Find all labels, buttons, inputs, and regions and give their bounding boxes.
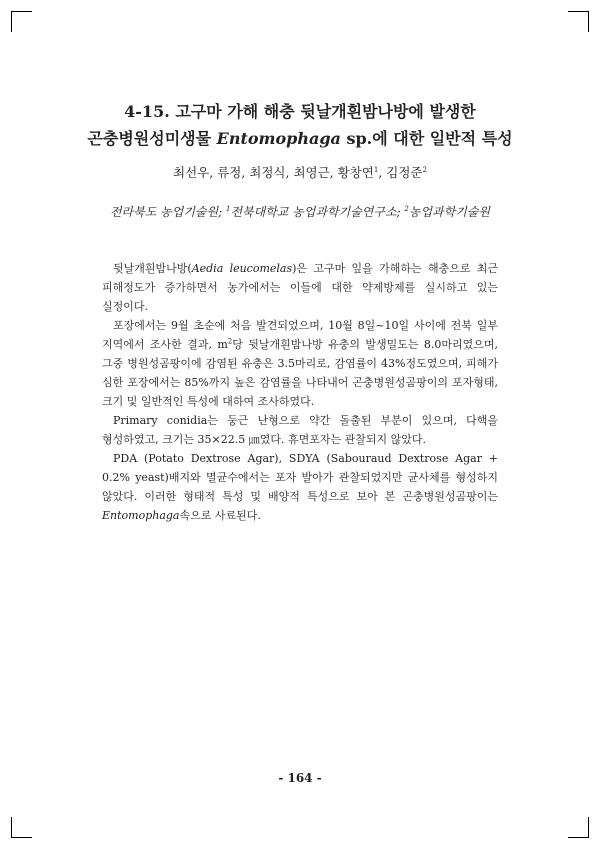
p4-genus: Entomophaga bbox=[102, 509, 180, 522]
paragraph-3: Primary conidia는 둥근 난형으로 약간 돌출된 부분이 있으며, 다핵을 형성하였고, 크기는 35×22.5 ㎛였다. 휴면포자는 관찰되지 않았다. bbox=[102, 414, 498, 446]
affil-part-1: 전라북도 농업기술원; bbox=[109, 205, 226, 219]
title-line-2-prefix: 곤충병원성미생물 bbox=[87, 129, 217, 148]
title-line-2-suffix: sp.에 대한 일반적 특성 bbox=[340, 129, 513, 148]
title-line-2 bbox=[0, 125, 600, 152]
affiliations bbox=[0, 203, 600, 221]
crop-mark-bottom-right bbox=[568, 817, 589, 838]
p2-text-b: 당 뒷날개흰밤나방 유충의 발생밀도는 8.0마리였으며, 그중 병원성곰팡이에 감염된 유충은 3.5마리로, 감염률이 43%정도였으며, 피해가 심한 포장에서는 85%까지 높은 감염률을 나타내어 곤충병원성곰팡이의 포자형태, 크기 및 일반적인 특성에 대하여 조사하였다. bbox=[102, 338, 498, 408]
crop-mark-top-left bbox=[11, 11, 32, 32]
title-line-1: 4-15. 고구마 가해 해충 뒷날개흰밤나방에 발생한 bbox=[124, 102, 476, 121]
p1-text-a: 뒷날개흰밤나방( bbox=[113, 262, 192, 275]
authors-main: 최선우, 류정, 최정식, 최영근, 황창연 bbox=[173, 165, 374, 180]
author-sup-2: 2 bbox=[422, 165, 427, 174]
p1-text-b: )은 고구마 잎을 가해하는 해충으로 최근 피해정도가 증가하면서 농가에서는 이들에 대한 약제방제를 실시하고 있는 실정이다. bbox=[102, 262, 499, 313]
paragraph-1 bbox=[102, 259, 498, 316]
p2-text-a: 포장에서는 9월 초순에 처음 발견되었으며, 10월 8일~10일 사이에 전북 일부 지역에서 조사한 결과, m bbox=[102, 319, 498, 351]
p4-text-b: 속으로 사료된다. bbox=[179, 509, 261, 522]
crop-mark-bottom-left bbox=[11, 817, 32, 838]
page-number: - 164 - bbox=[278, 771, 322, 785]
affil-sup-2: 2 bbox=[404, 205, 409, 213]
paragraph-2 bbox=[102, 316, 498, 411]
affil-part-2: 전북대학교 농업과학기술연구소; bbox=[230, 205, 405, 219]
p4-text-a: PDA (Potato Dextrose Agar), SDYA (Sabouraud Dextrose Agar + 0.2% yeast)배지와 멸균수에서는 포자 발아가 관찰되었지만 균사체를 형성하지 않았다. 이러한 형태적 특성 및 배양적 특성으로 보아 본 곤충병원성곰팡이는 bbox=[102, 452, 498, 503]
title-genus: Entomophaga bbox=[216, 129, 341, 148]
affil-sup-1: 1 bbox=[225, 205, 231, 213]
affil-part-3: 농업과학기술원 bbox=[408, 205, 491, 219]
paper-title bbox=[0, 98, 600, 152]
author-sup-1: 1 bbox=[373, 165, 379, 174]
p1-species-name: Aedia leucomelas bbox=[191, 262, 293, 275]
crop-mark-top-right bbox=[568, 11, 589, 32]
author-list bbox=[0, 164, 600, 182]
authors-sep: , 김정준 bbox=[378, 165, 423, 180]
paragraph-4 bbox=[102, 449, 498, 525]
p2-superscript: 2 bbox=[227, 337, 233, 346]
abstract-body bbox=[102, 259, 498, 525]
